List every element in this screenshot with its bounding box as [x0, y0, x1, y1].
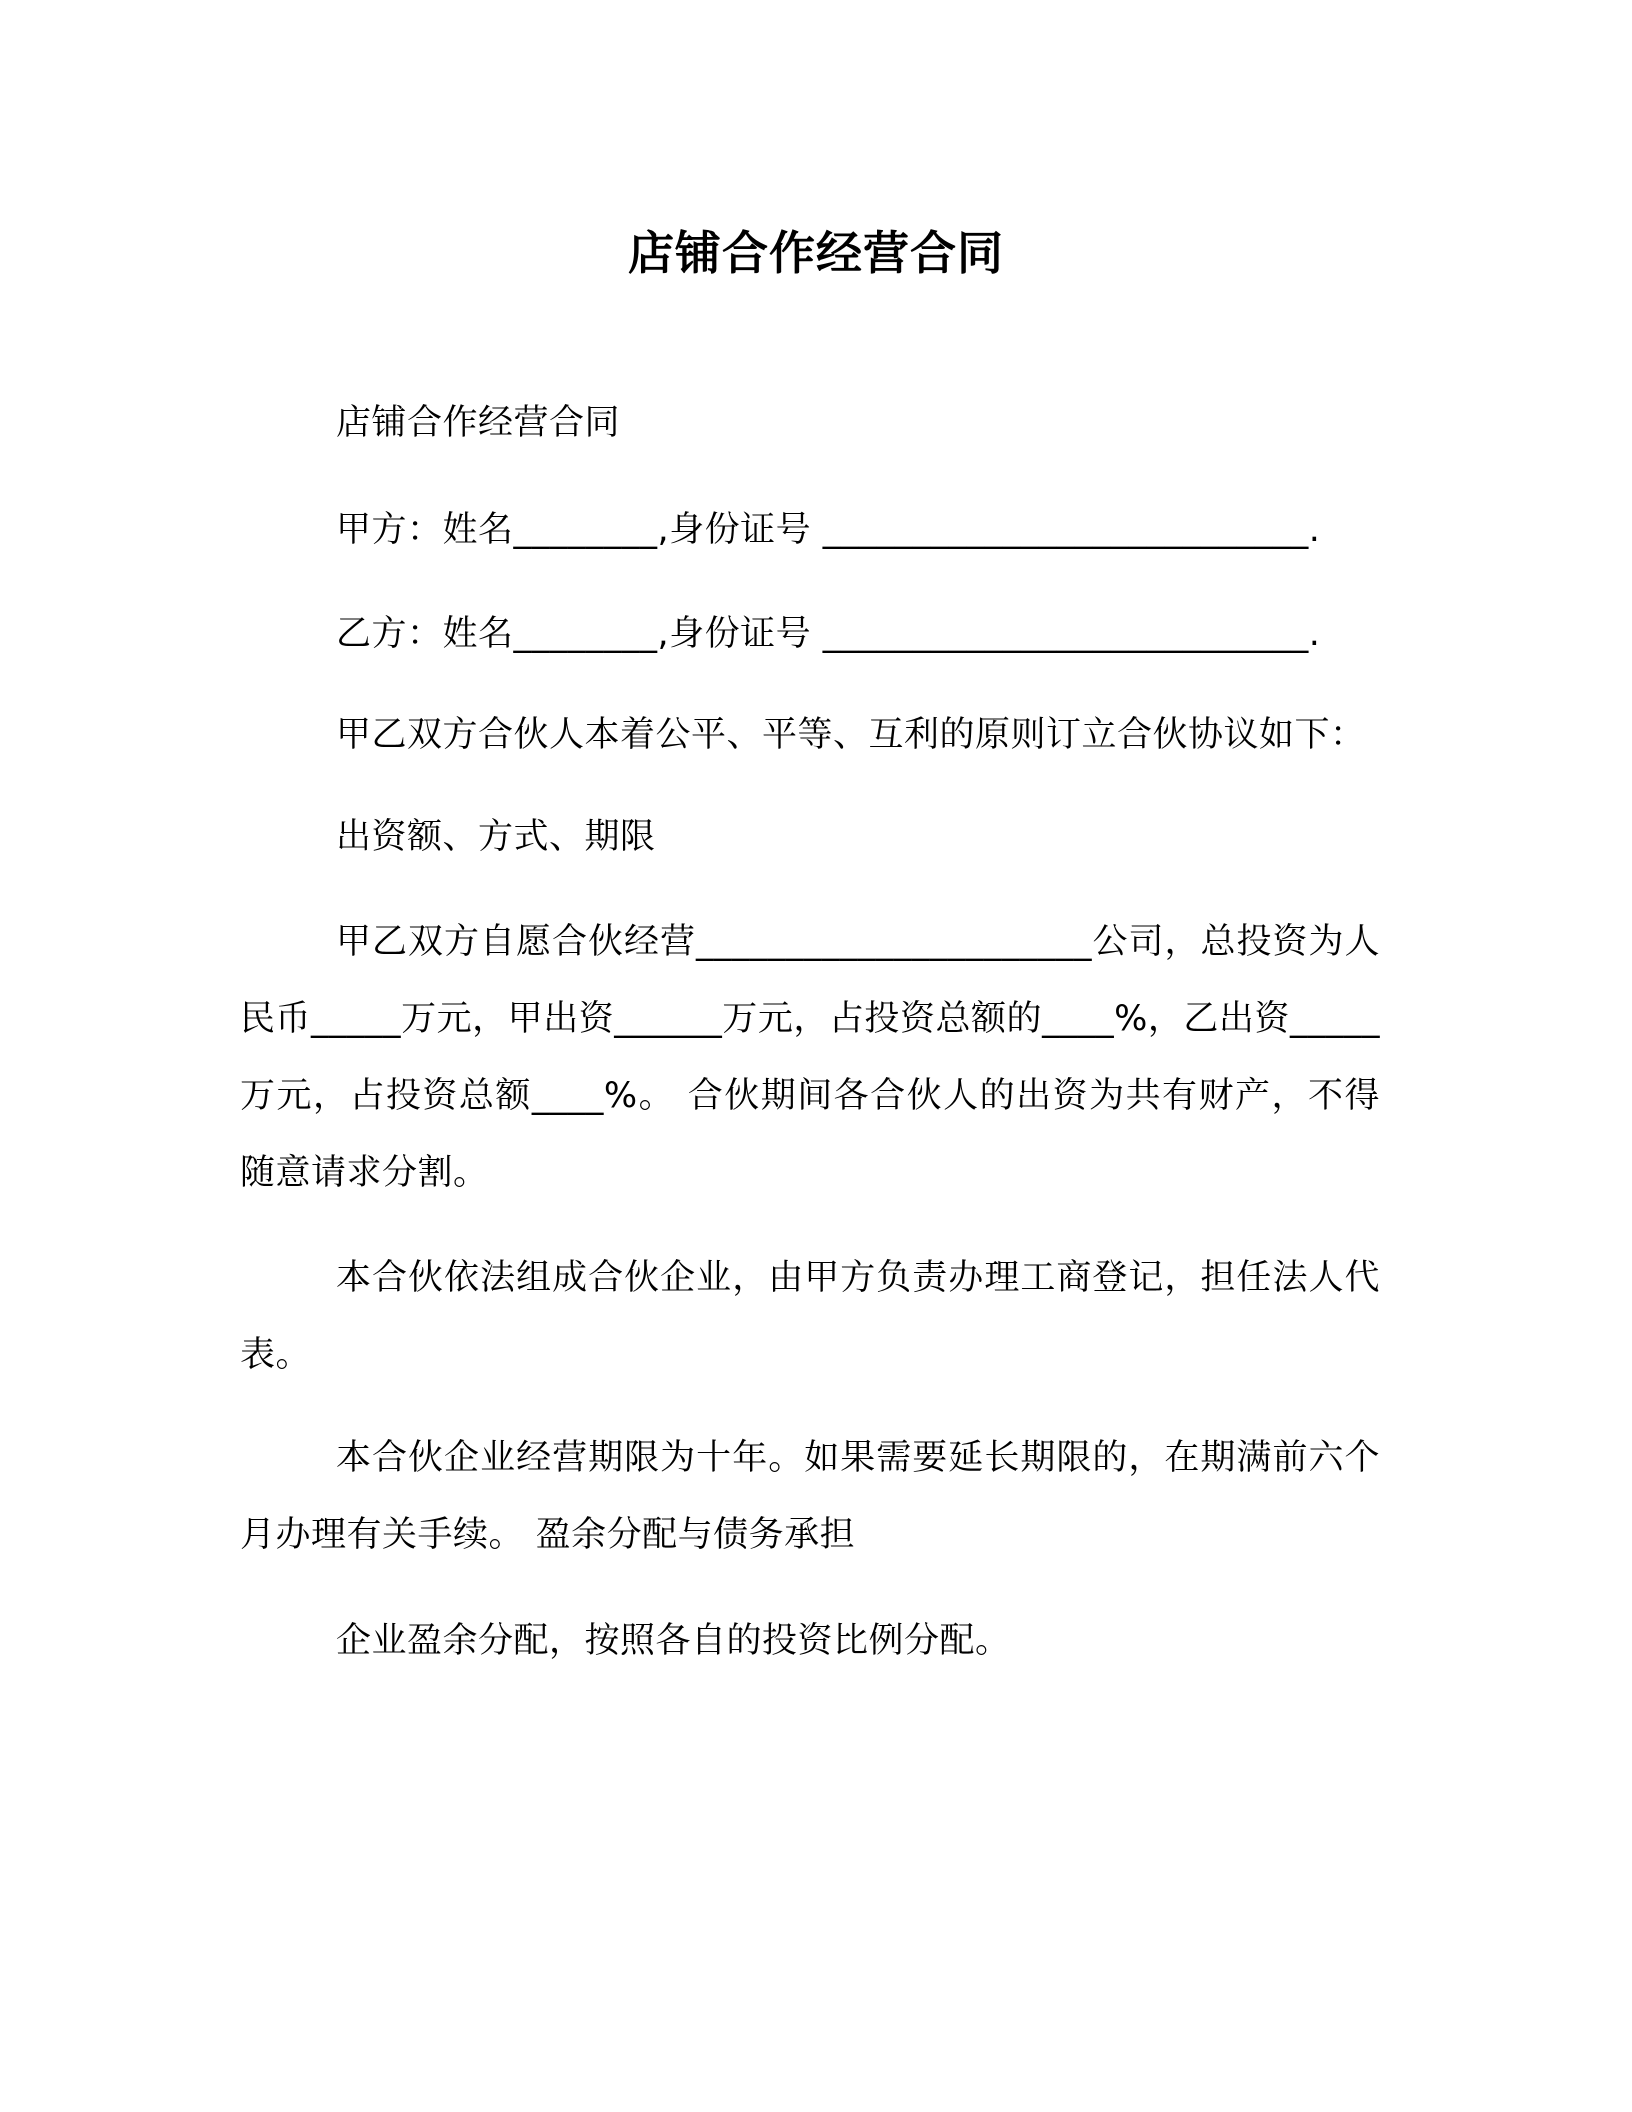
party-a-line: 甲方：姓名________,身份证号 ___________________________. [336, 510, 1321, 550]
business-term-paragraph: 本合伙企业经营期限为十年。如果需要延长期限的，在期满前六个月办理有关手续。 盈余分配与债务承担 [240, 1438, 1380, 1555]
document-title: 店铺合作经营合同 [628, 226, 1004, 280]
section-heading-capital: 出资额、方式、期限 [336, 817, 656, 857]
agreement-intro-paragraph: 甲乙双方合伙人本着公平、平等、互利的原则订立合伙协议如下： [336, 715, 1366, 755]
profit-distribution-paragraph: 企业盈余分配，按照各自的投资比例分配。 [336, 1621, 1011, 1661]
party-b-line: 乙方：姓名________,身份证号 ___________________________. [336, 614, 1321, 654]
legal-registration-paragraph: 本合伙依法组成合伙企业，由甲方负责办理工商登记，担任法人代表。 [240, 1258, 1380, 1375]
capital-contribution-paragraph: 甲乙双方自愿合伙经营______________________公司，总投资为人民币_____万元，甲出资______万元，占投资总额的____%，乙出资_____万元，占投资总额____%。 合伙期间各合伙人的出资为共有财产，不得随意请求分割。 [240, 922, 1380, 1193]
contract-heading-paragraph: 店铺合作经营合同 [336, 403, 621, 443]
